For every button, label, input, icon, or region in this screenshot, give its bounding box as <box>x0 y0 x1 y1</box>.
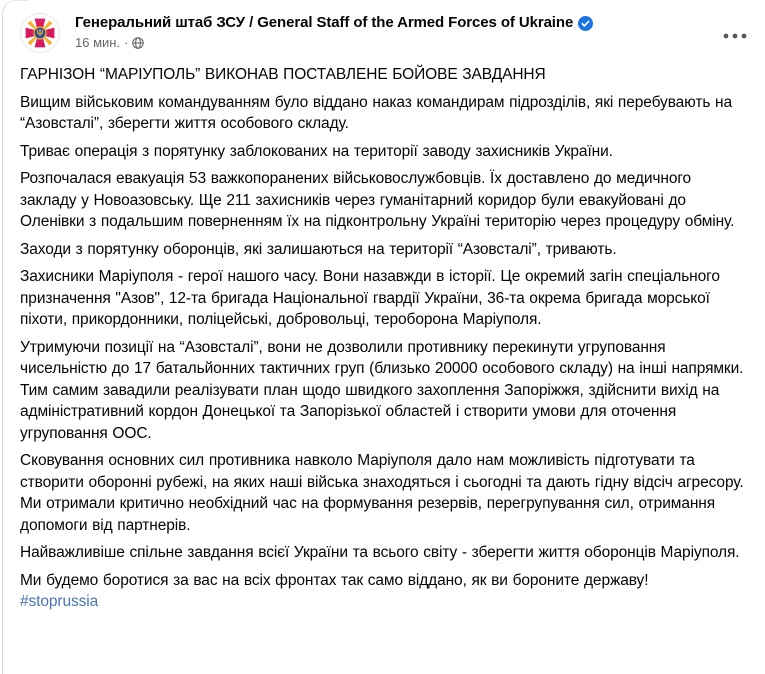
post-paragraph: Сковування основних сил противника навколо Маріуполя дало нам можливість підготувати та створити оборонні рубежі, на яких наші війська знаходяться і сьогодні та дають гідну відсіч агресору. Ми отримали критично необхідний час на формування резервів, перегрупування сил, отримання допомоги від партнерів. <box>20 452 744 534</box>
card-left-border <box>2 12 3 674</box>
hashtag-link[interactable]: #stoprussia <box>20 593 99 610</box>
post-body <box>20 64 747 613</box>
page-avatar[interactable] <box>20 13 60 53</box>
post-paragraph: Найважливіше спільне завдання всієї України та всього світу - зберегти життя оборонців Маріуполя. <box>20 544 740 561</box>
verified-badge-icon <box>578 16 593 31</box>
post-paragraph: Заходи з порятунку оборонців, які залишаються на території “Азовсталі”, тривають. <box>20 240 617 258</box>
post-paragraph: Утримуючи позиції на “Азовсталі”, вони не дозволили противнику перекинути угруповання чисельністю до 17 батальйонних тактичних груп (близько 20000 особового складу) на інші напрямки. Тим самим завадили реалізувати план щодо швидкого захоплення Запоріжжя, здійснити вихід на адміністративний кордон Донецької та Запорізької областей і створити умови для оточення угруповання ООС. <box>20 338 744 442</box>
post-meta <box>75 35 593 51</box>
post-header <box>20 12 747 53</box>
post-options-button[interactable] <box>719 24 751 48</box>
ellipsis-icon <box>723 33 747 39</box>
meta-separator: · <box>124 35 129 50</box>
post-title-line: ГАРНІЗОН “МАРІУПОЛЬ” ВИКОНАВ ПОСТАВЛЕНЕ БОЙОВЕ ЗАВДАННЯ <box>20 66 546 83</box>
page-name-link[interactable]: Генеральний штаб ЗСУ / General Staff of the Armed Forces of Ukraine <box>75 14 574 31</box>
post-paragraph: Захисники Маріуполя - герої нашого часу. Вони назавжди в історії. Це окремий загін спеціального призначення "Азов", 12-та бригада Національної гвардії України, 36-та окрема бригада морської піхоти, прикордонники, поліцейські, добровольці, тероборона Маріуполя. <box>20 268 720 328</box>
timestamp-link[interactable]: 16 мин. <box>75 35 121 50</box>
post-paragraph: Ми будемо боротися за вас на всіх фронтах так само віддано, як ви бороните державу! <box>20 571 649 589</box>
post-paragraph: Триває операція з порятунку заблокованих на території заводу захисників України. <box>20 142 613 160</box>
post-paragraph: Вищим військовим командуванням було віддано наказ командирам підрозділів, які перебувають на “Азовсталі”, зберегти життя особового складу. <box>20 93 733 132</box>
header-text-block <box>75 12 593 51</box>
globe-privacy-icon <box>132 37 144 49</box>
post-paragraph: Розпочалася евакуація 53 важкопоранених військовослужбовців. Їх доставлено до медичного закладу у Новоазовську. Ще 211 захисників через гуманітарний коридор були евакуйовані до Оленівки з подальшим поверненням їх на підконтрольну Україні територію через процедуру обміну. <box>20 170 735 230</box>
